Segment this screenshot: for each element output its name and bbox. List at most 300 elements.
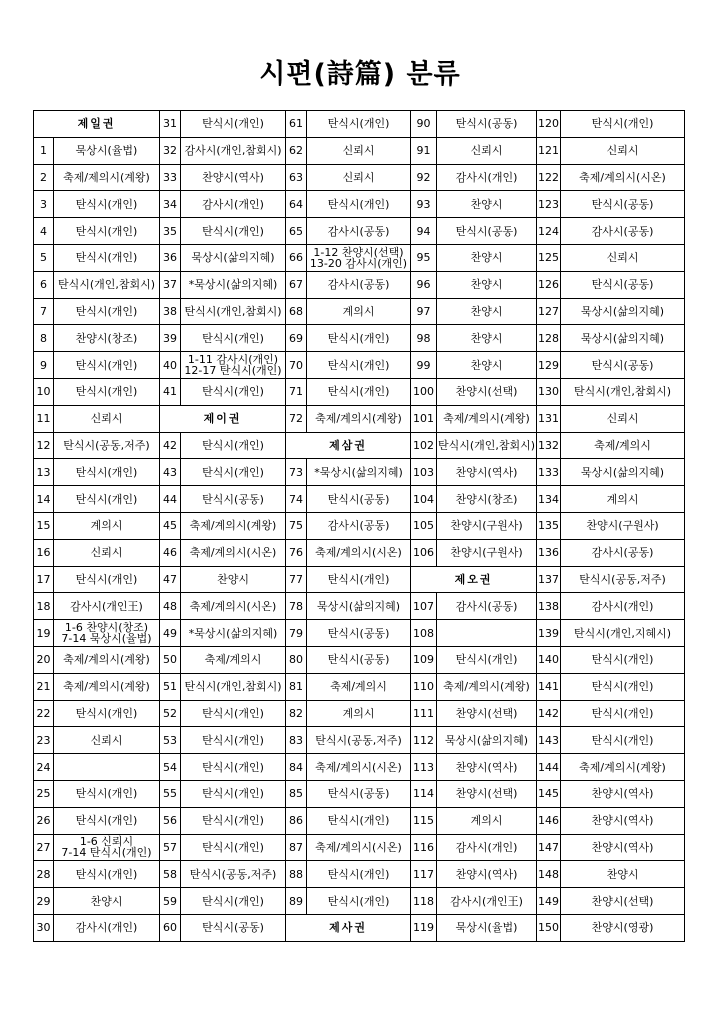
psalm-category: 탄식시(공동) <box>307 620 411 647</box>
psalm-category: 탄식시(개인) <box>561 111 685 138</box>
psalm-category: 탄식시(공동) <box>437 111 537 138</box>
psalm-category: 찬양시(역사) <box>561 780 685 807</box>
psalm-number: 133 <box>537 459 561 486</box>
table-row <box>34 111 685 138</box>
psalm-number: 149 <box>537 888 561 915</box>
book-header: 제사권 <box>286 914 411 941</box>
psalm-number: 84 <box>286 754 307 781</box>
psalm-category: 감사시(개인) <box>437 164 537 191</box>
psalm-category: 묵상시(삶의지혜) <box>561 325 685 352</box>
psalm-category: 탄식시(개인) <box>181 807 286 834</box>
psalm-number: 100 <box>411 378 437 405</box>
table-row <box>34 432 685 459</box>
psalm-number: 38 <box>160 298 181 325</box>
psalm-category: 감사시(공동) <box>437 593 537 620</box>
table-row <box>34 807 685 834</box>
psalm-number: 124 <box>537 218 561 245</box>
psalm-category: 찬양시(창조) <box>437 486 537 513</box>
psalm-category: 탄식시(개인) <box>561 646 685 673</box>
psalm-category: 탄식시(개인) <box>307 861 411 888</box>
psalm-category <box>181 352 286 379</box>
psalm-number: 59 <box>160 888 181 915</box>
page-title: 시편(詩篇) 분류 <box>259 59 461 90</box>
psalm-category: 탄식시(공동,저주) <box>54 432 160 459</box>
psalm-category: 탄식시(개인) <box>181 459 286 486</box>
psalm-number: 130 <box>537 378 561 405</box>
psalm-category: 탄식시(개인) <box>181 325 286 352</box>
psalm-category: 탄식시(개인) <box>307 111 411 138</box>
psalm-category: 찬양시(역사) <box>181 164 286 191</box>
psalm-category-line: 1-12 찬양시(선택) <box>313 245 404 259</box>
psalm-number: 111 <box>411 700 437 727</box>
psalm-category: 신뢰시 <box>561 137 685 164</box>
table-row <box>34 378 685 405</box>
table-row <box>34 620 685 647</box>
psalm-category: 찬양시 <box>437 298 537 325</box>
psalm-category: 탄식시(개인) <box>54 486 160 513</box>
psalm-category: 탄식시(개인) <box>54 566 160 593</box>
psalm-category-line: 1-11 감사시(개인) <box>187 353 279 367</box>
psalm-category: 축제/계의시(시온) <box>307 754 411 781</box>
table-row <box>34 512 685 539</box>
psalm-number: 138 <box>537 593 561 620</box>
book-header: 제이권 <box>160 405 286 432</box>
psalm-category: 찬양시 <box>54 888 160 915</box>
psalm-category: 탄식시(개인) <box>307 191 411 218</box>
psalm-category: 감사시(공동) <box>561 218 685 245</box>
psalm-number: 50 <box>160 646 181 673</box>
psalm-category: 탄식시(개인,참회시) <box>181 298 286 325</box>
psalm-category: 찬양시 <box>437 244 537 271</box>
table-row <box>34 191 685 218</box>
psalm-category: 신뢰시 <box>437 137 537 164</box>
psalm-category: 축제/계의시(시온) <box>181 593 286 620</box>
psalm-number: 91 <box>411 137 437 164</box>
psalm-category: 탄식시(공동) <box>561 271 685 298</box>
psalm-category: 감사시(공동) <box>307 271 411 298</box>
psalm-number: 126 <box>537 271 561 298</box>
psalm-category: 탄식시(개인,참회시) <box>181 673 286 700</box>
psalm-category: 탄식시(개인) <box>181 378 286 405</box>
psalm-category-line: 1-6 신뢰시 <box>79 835 134 849</box>
psalm-number: 46 <box>160 539 181 566</box>
psalm-category: 탄식시(공동) <box>181 914 286 941</box>
psalm-category: 신뢰시 <box>54 727 160 754</box>
psalm-category: 탄식시(개인) <box>181 111 286 138</box>
psalm-category <box>54 834 160 861</box>
psalm-category: 찬양시(역사) <box>437 459 537 486</box>
psalm-category: 축제/계의시 <box>561 432 685 459</box>
psalm-number: 60 <box>160 914 181 941</box>
psalm-category: 탄식시(개인) <box>437 646 537 673</box>
psalm-number: 47 <box>160 566 181 593</box>
psalm-number: 142 <box>537 700 561 727</box>
psalm-number: 90 <box>411 111 437 138</box>
psalm-number: 104 <box>411 486 437 513</box>
psalm-number: 41 <box>160 378 181 405</box>
psalm-number: 58 <box>160 861 181 888</box>
psalm-number: 42 <box>160 432 181 459</box>
psalm-number: 74 <box>286 486 307 513</box>
psalm-category <box>437 620 537 647</box>
psalm-number: 69 <box>286 325 307 352</box>
psalm-category: 탄식시(개인) <box>54 244 160 271</box>
psalm-category: 탄식시(개인) <box>181 727 286 754</box>
psalm-category: 축제/계의시(계왕) <box>437 405 537 432</box>
psalm-number: 23 <box>34 727 54 754</box>
psalm-number: 147 <box>537 834 561 861</box>
psalm-category: *묵상시(삶의지혜) <box>307 459 411 486</box>
psalm-number: 140 <box>537 646 561 673</box>
psalm-category-line: 12-17 탄식시(개인) <box>184 364 282 378</box>
table-row <box>34 405 685 432</box>
psalm-number: 127 <box>537 298 561 325</box>
psalm-category <box>307 244 411 271</box>
psalm-category: 탄식시(개인) <box>307 352 411 379</box>
psalm-number: 44 <box>160 486 181 513</box>
psalm-category: 탄식시(개인) <box>561 727 685 754</box>
psalm-number: 134 <box>537 486 561 513</box>
table-row <box>34 352 685 379</box>
table-row <box>34 727 685 754</box>
psalm-number: 20 <box>34 646 54 673</box>
psalm-category: 탄식시(공동,저주) <box>181 861 286 888</box>
psalm-number: 141 <box>537 673 561 700</box>
psalm-number: 22 <box>34 700 54 727</box>
table-row <box>34 673 685 700</box>
psalm-number: 33 <box>160 164 181 191</box>
psalm-category: 신뢰시 <box>54 539 160 566</box>
psalm-category: 탄식시(공동) <box>561 352 685 379</box>
psalm-number: 113 <box>411 754 437 781</box>
psalm-number: 14 <box>34 486 54 513</box>
psalm-category: 탄식시(개인) <box>307 325 411 352</box>
psalm-number: 62 <box>286 137 307 164</box>
psalm-category: 찬양시(역사) <box>437 754 537 781</box>
psalm-number: 150 <box>537 914 561 941</box>
psalm-category: 축제/계의시(시온) <box>181 539 286 566</box>
psalm-category: 탄식시(개인) <box>181 780 286 807</box>
psalm-category: 찬양시 <box>181 566 286 593</box>
psalm-category: 묵상시(삶의지혜) <box>181 244 286 271</box>
psalm-category: 찬양시(역사) <box>561 834 685 861</box>
table-row <box>34 218 685 245</box>
psalm-number: 48 <box>160 593 181 620</box>
psalm-number: 135 <box>537 512 561 539</box>
psalm-category: 탄식시(개인,참회시) <box>561 378 685 405</box>
psalm-number: 61 <box>286 111 307 138</box>
psalm-category: 탄식시(공동) <box>307 486 411 513</box>
psalm-number: 21 <box>34 673 54 700</box>
psalm-category: 찬양시(선택) <box>561 888 685 915</box>
psalm-number: 119 <box>411 914 437 941</box>
psalm-category: 찬양시 <box>437 271 537 298</box>
psalm-number: 92 <box>411 164 437 191</box>
book-header: 제삼권 <box>286 432 411 459</box>
psalm-category: 찬양시(역사) <box>437 861 537 888</box>
psalm-category: 계의시 <box>561 486 685 513</box>
psalm-number: 96 <box>411 271 437 298</box>
psalm-category: 축제/계의시 <box>307 673 411 700</box>
psalm-number: 117 <box>411 861 437 888</box>
psalm-number: 57 <box>160 834 181 861</box>
psalm-number: 1 <box>34 137 54 164</box>
psalm-number: 52 <box>160 700 181 727</box>
psalm-number: 132 <box>537 432 561 459</box>
psalm-category: 탄식시(개인) <box>307 807 411 834</box>
psalm-number: 80 <box>286 646 307 673</box>
psalm-category: 계의시 <box>437 807 537 834</box>
psalm-category: 감사시(개인) <box>54 914 160 941</box>
psalm-category: 묵상시(삶의지혜) <box>561 298 685 325</box>
psalm-number: 11 <box>34 405 54 432</box>
psalm-number: 40 <box>160 352 181 379</box>
psalm-number: 70 <box>286 352 307 379</box>
psalm-number: 83 <box>286 727 307 754</box>
psalm-number: 65 <box>286 218 307 245</box>
psalm-category: 탄식시(공동) <box>307 646 411 673</box>
psalm-number: 2 <box>34 164 54 191</box>
psalm-category: 신뢰시 <box>307 164 411 191</box>
psalm-category: 찬양시(선택) <box>437 780 537 807</box>
table-row <box>34 861 685 888</box>
psalm-number: 24 <box>34 754 54 781</box>
psalm-number: 67 <box>286 271 307 298</box>
table-row <box>34 539 685 566</box>
psalm-number: 146 <box>537 807 561 834</box>
psalm-category: 탄식시(공동,저주) <box>561 566 685 593</box>
psalm-category: 묵상시(삶의지혜) <box>561 459 685 486</box>
psalm-number: 8 <box>34 325 54 352</box>
psalm-category: 탄식시(개인,참회시) <box>437 432 537 459</box>
psalm-category: 탄식시(공동) <box>181 486 286 513</box>
psalm-number: 139 <box>537 620 561 647</box>
psalm-category: 탄식시(공동) <box>437 218 537 245</box>
psalm-category: 탄식시(개인) <box>54 861 160 888</box>
psalm-number: 101 <box>411 405 437 432</box>
psalm-number: 75 <box>286 512 307 539</box>
psalm-number: 143 <box>537 727 561 754</box>
psalm-category: 묵상시(삶의지혜) <box>307 593 411 620</box>
psalm-number: 114 <box>411 780 437 807</box>
psalm-number: 71 <box>286 378 307 405</box>
psalm-number: 6 <box>34 271 54 298</box>
psalm-number: 112 <box>411 727 437 754</box>
psalm-number: 148 <box>537 861 561 888</box>
psalm-category: 축제/제의시(계왕) <box>54 164 160 191</box>
psalm-category: 찬양시(창조) <box>54 325 160 352</box>
psalm-number: 106 <box>411 539 437 566</box>
psalm-category-line: 7-14 탄식시(개인) <box>61 846 152 860</box>
psalm-category: 감사시(공동) <box>307 512 411 539</box>
psalm-category-line: 13-20 감사시(개인) <box>309 256 408 270</box>
psalm-number: 108 <box>411 620 437 647</box>
psalm-category: 찬양시(역사) <box>561 807 685 834</box>
psalm-number: 18 <box>34 593 54 620</box>
psalm-category: 축제/계의시(계왕) <box>54 646 160 673</box>
psalm-category: 탄식시(개인) <box>54 807 160 834</box>
psalm-number: 7 <box>34 298 54 325</box>
psalm-number: 123 <box>537 191 561 218</box>
table-body <box>34 111 685 942</box>
psalm-category: 탄식시(개인) <box>54 191 160 218</box>
psalm-category: 신뢰시 <box>307 137 411 164</box>
psalm-number: 55 <box>160 780 181 807</box>
psalm-category: 감사시(개인王) <box>437 888 537 915</box>
book-header: 제일권 <box>34 111 160 138</box>
psalm-category: 탄식시(개인) <box>54 352 160 379</box>
psalm-category: 탄식시(개인,참회시) <box>54 271 160 298</box>
psalm-number: 3 <box>34 191 54 218</box>
psalm-number: 35 <box>160 218 181 245</box>
psalm-category: 계의시 <box>54 512 160 539</box>
psalm-number: 13 <box>34 459 54 486</box>
psalm-category: 탄식시(개인) <box>54 378 160 405</box>
psalm-number: 72 <box>286 405 307 432</box>
psalm-category: 탄식시(개인) <box>181 754 286 781</box>
psalm-number: 82 <box>286 700 307 727</box>
psalm-number: 115 <box>411 807 437 834</box>
psalm-number: 5 <box>34 244 54 271</box>
psalm-category: 탄식시(공동) <box>307 780 411 807</box>
psalm-number: 94 <box>411 218 437 245</box>
psalm-number: 97 <box>411 298 437 325</box>
psalm-category: 탄식시(개인) <box>307 378 411 405</box>
psalm-number: 110 <box>411 673 437 700</box>
psalm-number: 53 <box>160 727 181 754</box>
psalm-category: 계의시 <box>307 298 411 325</box>
psalm-number: 85 <box>286 780 307 807</box>
psalm-category: 찬양시(구원사) <box>437 539 537 566</box>
psalm-number: 25 <box>34 780 54 807</box>
psalm-category: 축제/계의시(계왕) <box>181 512 286 539</box>
psalm-number: 45 <box>160 512 181 539</box>
psalm-category: 축제/계의시(계왕) <box>561 754 685 781</box>
table-row <box>34 271 685 298</box>
psalm-category <box>54 620 160 647</box>
psalm-category: 탄식시(공동,저주) <box>307 727 411 754</box>
psalm-number: 77 <box>286 566 307 593</box>
table-row <box>34 646 685 673</box>
psalm-number: 36 <box>160 244 181 271</box>
psalm-number: 89 <box>286 888 307 915</box>
psalm-number: 17 <box>34 566 54 593</box>
psalm-category: 묵상시(율법) <box>54 137 160 164</box>
psalm-number: 121 <box>537 137 561 164</box>
psalm-category: 탄식시(개인) <box>181 432 286 459</box>
psalm-category: 찬양시 <box>437 352 537 379</box>
psalm-category: 탄식시(개인) <box>54 218 160 245</box>
psalm-number: 34 <box>160 191 181 218</box>
psalm-number: 27 <box>34 834 54 861</box>
psalm-number: 30 <box>34 914 54 941</box>
table-row <box>34 780 685 807</box>
table-row <box>34 914 685 941</box>
table-row <box>34 593 685 620</box>
psalm-number: 29 <box>34 888 54 915</box>
psalm-category: 축제/계의시(계왕) <box>307 405 411 432</box>
psalm-number: 105 <box>411 512 437 539</box>
psalm-number: 88 <box>286 861 307 888</box>
psalm-number: 12 <box>34 432 54 459</box>
psalm-number: 125 <box>537 244 561 271</box>
psalm-number: 95 <box>411 244 437 271</box>
psalm-number: 93 <box>411 191 437 218</box>
psalm-category: 감사시(개인) <box>181 191 286 218</box>
psalm-number: 122 <box>537 164 561 191</box>
psalm-number: 81 <box>286 673 307 700</box>
psalm-number: 137 <box>537 566 561 593</box>
table-row <box>34 244 685 271</box>
psalm-number: 107 <box>411 593 437 620</box>
psalm-number: 15 <box>34 512 54 539</box>
psalm-category: 묵상시(율법) <box>437 914 537 941</box>
psalm-category: 신뢰시 <box>54 405 160 432</box>
psalm-number: 32 <box>160 137 181 164</box>
psalm-number: 54 <box>160 754 181 781</box>
psalm-number: 131 <box>537 405 561 432</box>
psalm-category: 축제/계의시(계왕) <box>54 673 160 700</box>
psalm-category: 신뢰시 <box>561 405 685 432</box>
psalm-category: *묵상시(삶의지혜) <box>181 620 286 647</box>
psalm-number: 16 <box>34 539 54 566</box>
psalm-category: 탄식시(개인) <box>307 566 411 593</box>
psalm-number: 39 <box>160 325 181 352</box>
psalm-number: 76 <box>286 539 307 566</box>
psalm-category: 탄식시(개인) <box>561 673 685 700</box>
psalm-category: 묵상시(삶의지혜) <box>437 727 537 754</box>
psalm-category: 감사시(개인) <box>437 834 537 861</box>
psalm-number: 10 <box>34 378 54 405</box>
psalm-category: 탄식시(개인) <box>181 888 286 915</box>
psalm-number: 145 <box>537 780 561 807</box>
psalm-number: 37 <box>160 271 181 298</box>
psalm-number: 79 <box>286 620 307 647</box>
psalm-category: 탄식시(개인) <box>181 834 286 861</box>
psalm-number: 19 <box>34 620 54 647</box>
psalm-number: 109 <box>411 646 437 673</box>
psalm-category: 감사시(개인王) <box>54 593 160 620</box>
psalm-category: 찬양시(구원사) <box>561 512 685 539</box>
table-row <box>34 754 685 781</box>
table-row <box>34 325 685 352</box>
psalm-number: 78 <box>286 593 307 620</box>
psalm-number: 56 <box>160 807 181 834</box>
psalm-category: 찬양시 <box>561 861 685 888</box>
book-header: 제오권 <box>411 566 537 593</box>
psalm-number: 51 <box>160 673 181 700</box>
psalm-number: 66 <box>286 244 307 271</box>
psalm-category: 신뢰시 <box>561 244 685 271</box>
psalm-number: 144 <box>537 754 561 781</box>
table-row <box>34 566 685 593</box>
psalm-category: 탄식시(개인) <box>181 218 286 245</box>
psalm-number: 103 <box>411 459 437 486</box>
psalm-category: 축제/계의시(계왕) <box>437 673 537 700</box>
psalm-category: 탄식시(개인) <box>561 700 685 727</box>
psalm-category: 탄식시(개인) <box>54 780 160 807</box>
psalm-number: 9 <box>34 352 54 379</box>
psalm-number: 63 <box>286 164 307 191</box>
psalm-category: 탄식시(개인,지혜시) <box>561 620 685 647</box>
psalm-number: 128 <box>537 325 561 352</box>
psalm-number: 28 <box>34 861 54 888</box>
psalm-number: 87 <box>286 834 307 861</box>
psalm-number: 120 <box>537 111 561 138</box>
psalm-number: 43 <box>160 459 181 486</box>
table-row <box>34 486 685 513</box>
psalm-category: 축제/계의시(시온) <box>307 834 411 861</box>
